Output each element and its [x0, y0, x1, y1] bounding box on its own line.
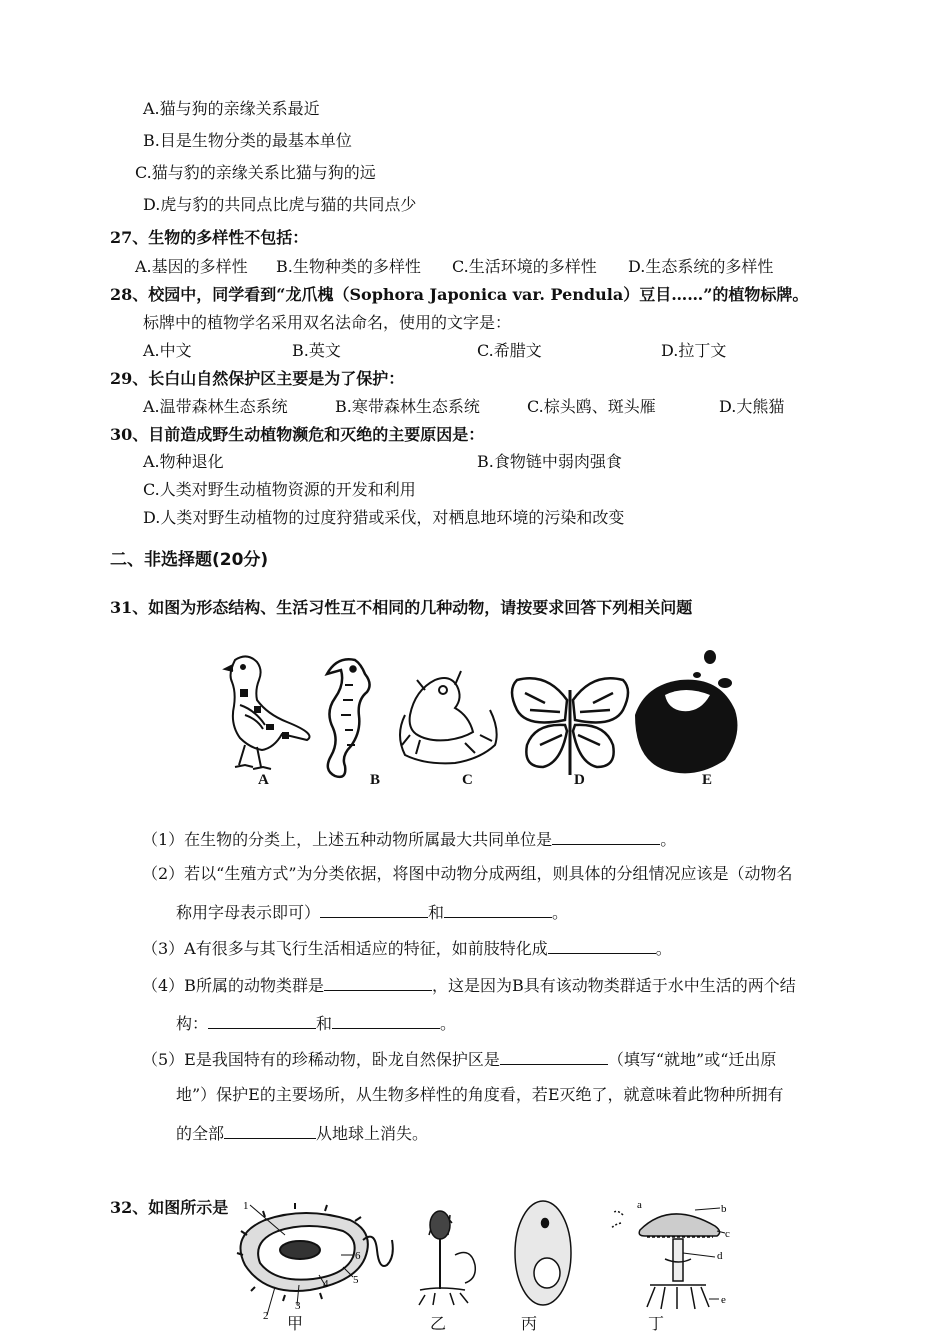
organism-label-yi: 乙: [430, 1314, 447, 1333]
frog-illustration: [400, 671, 497, 763]
q30-option-b: B.食物链中弱肉强食: [477, 452, 622, 471]
q28-option-a: A.中文: [143, 341, 192, 360]
animal-label-c: C: [462, 772, 473, 788]
pigeon-illustration: [225, 656, 310, 769]
animal-label-d: D: [574, 772, 585, 788]
q29-option-a: A.温带森林生态系统: [143, 397, 288, 416]
q29-option-b: B.寒带森林生态系统: [335, 397, 480, 416]
section-title: 二、非选择题(20分): [110, 550, 269, 570]
q27-option-a: A.基因的多样性: [135, 257, 248, 276]
q28-stem-2: 标牌中的植物学名采用双名法命名，使用的文字是：: [143, 313, 512, 332]
answer-blank[interactable]: [332, 1012, 440, 1029]
q26-option-b: B.目是生物分类的最基本单位: [143, 131, 352, 150]
part-number-3: 3: [295, 1300, 301, 1312]
q27-stem: 27、生物的多样性不包括：: [110, 228, 309, 247]
answer-blank[interactable]: [552, 828, 660, 845]
q32-stem: 32、如图所示是: [110, 1198, 229, 1217]
q28-option-b: B.英文: [292, 341, 341, 360]
answer-blank[interactable]: [500, 1048, 608, 1065]
part-number-1: 1: [243, 1200, 249, 1212]
q31-sub4-line2: 构： 和 。: [176, 1014, 457, 1033]
q27-option-c: C.生活环境的多样性: [452, 257, 597, 276]
q27-option-b: B.生物种类的多样性: [276, 257, 421, 276]
q31-sub3: （3）A有很多与其飞行生活相适应的特征，如前肢特化成 。: [142, 939, 672, 958]
microorganisms-figure: [225, 1195, 735, 1320]
animal-label-b: B: [370, 772, 381, 788]
q31-sub5-line1: （5）E是我国特有的珍稀动物，卧龙自然保护区是 （填写“就地”或“迁出原: [142, 1050, 777, 1069]
q29-option-d: D.大熊猫: [719, 397, 785, 416]
seahorse-illustration: [327, 659, 370, 777]
answer-blank[interactable]: [208, 1012, 316, 1029]
part-letter-c: c: [725, 1228, 730, 1240]
q30-option-a: A.物种退化: [143, 452, 224, 471]
yeast-illustration: [515, 1201, 571, 1305]
q31-sub5-line2: 地”）保护E的主要场所，从生物多样性的角度看，若E灭绝了，就意味着此物种所拥有: [176, 1085, 784, 1104]
part-number-4: 4: [323, 1278, 329, 1290]
q26-option-c: C.猫与豹的亲缘关系比猫与狗的远: [135, 163, 376, 182]
q31-sub4-line1: （4）B所属的动物类群是 ，这是因为B具有该动物类群适于水中生活的两个结: [142, 976, 796, 995]
q28-stem: 28、校园中，同学看到“龙爪槐（Sophora Japonica var. Pendula）豆目……”的植物标牌。: [110, 285, 809, 304]
part-number-6: 6: [355, 1250, 361, 1262]
answer-blank[interactable]: [548, 937, 656, 954]
answer-blank[interactable]: [320, 901, 428, 918]
q31-sub5-line3: 的全部 从地球上消失。: [176, 1124, 429, 1143]
q26-option-d: D.虎与豹的共同点比虎与猫的共同点少: [143, 195, 417, 214]
answer-blank[interactable]: [444, 901, 552, 918]
q31-sub2-line2: 称用字母表示即可） 和 。: [176, 903, 569, 922]
organism-label-jia: 甲: [287, 1314, 304, 1333]
q30-option-c: C.人类对野生动植物资源的开发和利用: [143, 480, 416, 499]
butterfly-illustration: [512, 678, 628, 775]
q31-stem: 31、如图为形态结构、生活习性互不相同的几种动物，请按要求回答下列相关问题: [110, 598, 693, 617]
animal-label-e: E: [702, 772, 713, 788]
mushroom-illustration: [611, 1208, 725, 1309]
part-letter-e: e: [721, 1294, 726, 1306]
mold-illustration: [419, 1211, 475, 1305]
answer-blank[interactable]: [224, 1122, 316, 1139]
bacterium-illustration: [237, 1203, 393, 1315]
organism-label-bing: 丙: [521, 1314, 538, 1333]
q31-sub1: （1）在生物的分类上，上述五种动物所属最大共同单位是 。: [142, 830, 677, 849]
q30-stem: 30、目前造成野生动植物濒危和灭绝的主要原因是：: [110, 425, 485, 444]
part-letter-a: a: [637, 1199, 642, 1211]
q27-option-d: D.生态系统的多样性: [628, 257, 774, 276]
part-number-2: 2: [263, 1310, 269, 1320]
animal-label-a: A: [258, 772, 269, 788]
part-letter-b: b: [721, 1203, 727, 1215]
q28-option-c: C.希腊文: [477, 341, 542, 360]
q29-option-c: C.棕头鸥、斑头雁: [527, 397, 656, 416]
q29-stem: 29、长白山自然保护区主要是为了保护：: [110, 369, 405, 388]
q26-option-a: A.猫与狗的亲缘关系最近: [143, 99, 320, 118]
q28-option-d: D.拉丁文: [661, 341, 727, 360]
part-number-5: 5: [353, 1274, 359, 1286]
answer-blank[interactable]: [324, 974, 432, 991]
panda-illustration: [635, 650, 737, 773]
part-letter-d: d: [717, 1250, 723, 1262]
organism-label-ding: 丁: [648, 1314, 665, 1333]
q30-option-d: D.人类对野生动植物的过度狩猎或采伐，对栖息地环境的污染和改变: [143, 508, 625, 527]
q31-sub2-line1: （2）若以“生殖方式”为分类依据，将图中动物分成两组，则具体的分组情况应该是（动物名: [142, 864, 793, 883]
